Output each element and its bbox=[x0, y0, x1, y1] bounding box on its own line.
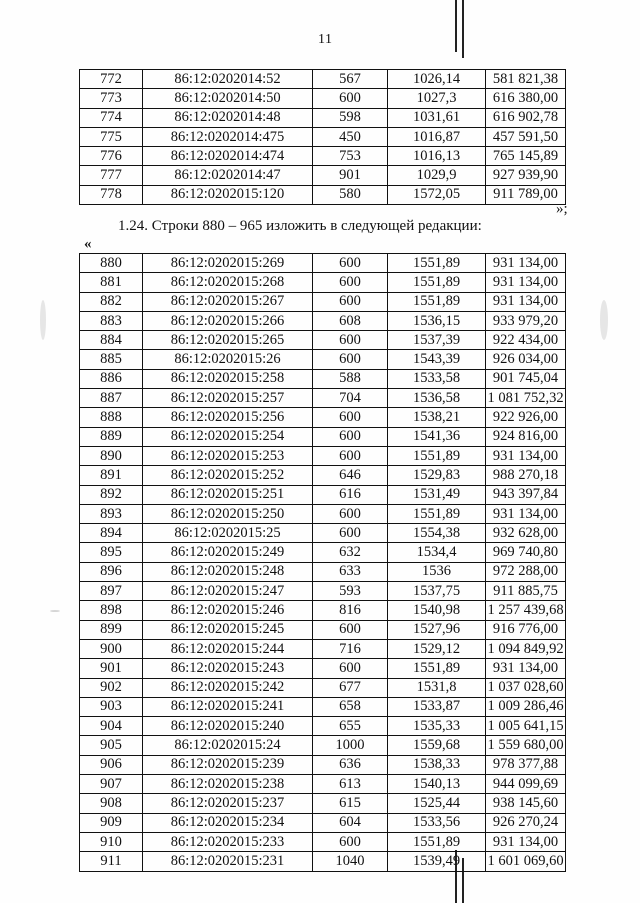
area-cell: 646 bbox=[313, 466, 388, 485]
area-cell: 677 bbox=[313, 678, 388, 697]
cadastral-number-cell: 86:12:0202015:252 bbox=[143, 466, 313, 485]
table-row bbox=[80, 775, 566, 794]
table-row bbox=[80, 832, 566, 851]
area-cell: 658 bbox=[313, 697, 388, 716]
row-number-cell: 907 bbox=[80, 775, 143, 794]
row-number-cell: 896 bbox=[80, 562, 143, 581]
cadastral-number-cell: 86:12:0202015:269 bbox=[143, 254, 313, 273]
cadastral-number-cell: 86:12:0202015:254 bbox=[143, 427, 313, 446]
cadastral-number-cell: 86:12:0202015:245 bbox=[143, 620, 313, 639]
row-number-cell: 893 bbox=[80, 504, 143, 523]
area-cell: 633 bbox=[313, 562, 388, 581]
area-cell: 600 bbox=[313, 408, 388, 427]
table-row bbox=[80, 185, 566, 204]
row-number-cell: 894 bbox=[80, 524, 143, 543]
amount-cell: 943 397,84 bbox=[486, 485, 566, 504]
area-cell: 608 bbox=[313, 311, 388, 330]
area-cell: 613 bbox=[313, 775, 388, 794]
area-cell: 704 bbox=[313, 389, 388, 408]
cadastral-number-cell: 86:12:0202015:238 bbox=[143, 775, 313, 794]
amount-cell: 1 559 680,00 bbox=[486, 736, 566, 755]
page-number: 11 bbox=[318, 32, 333, 47]
rate-cell: 1531,49 bbox=[388, 485, 486, 504]
rate-cell: 1538,33 bbox=[388, 755, 486, 774]
amount-cell: 926 270,24 bbox=[486, 813, 566, 832]
cadastral-number-cell: 86:12:0202015:237 bbox=[143, 794, 313, 813]
rate-cell: 1551,89 bbox=[388, 446, 486, 465]
table-row bbox=[80, 543, 566, 562]
area-cell: 716 bbox=[313, 639, 388, 658]
table-row bbox=[80, 311, 566, 330]
amount-cell: 1 009 286,46 bbox=[486, 697, 566, 716]
amount-cell: 1 094 849,92 bbox=[486, 639, 566, 658]
cadastral-number-cell: 86:12:0202015:253 bbox=[143, 446, 313, 465]
table-row bbox=[80, 292, 566, 311]
rate-cell: 1554,38 bbox=[388, 524, 486, 543]
rate-cell: 1525,44 bbox=[388, 794, 486, 813]
cadastral-number-cell: 86:12:0202014:52 bbox=[143, 70, 313, 89]
rate-cell: 1551,89 bbox=[388, 659, 486, 678]
area-cell: 600 bbox=[313, 659, 388, 678]
scan-mark-top-1 bbox=[455, 0, 457, 52]
amount-cell: 457 591,50 bbox=[486, 127, 566, 146]
area-cell: 600 bbox=[313, 273, 388, 292]
scan-speck bbox=[40, 300, 46, 340]
amount-cell: 911 789,00 bbox=[486, 185, 566, 204]
area-cell: 580 bbox=[313, 185, 388, 204]
area-cell: 901 bbox=[313, 166, 388, 185]
rate-cell: 1536,58 bbox=[388, 389, 486, 408]
row-number-cell: 887 bbox=[80, 389, 143, 408]
cadastral-number-cell: 86:12:0202015:266 bbox=[143, 311, 313, 330]
row-number-cell: 908 bbox=[80, 794, 143, 813]
amount-cell: 969 740,80 bbox=[486, 543, 566, 562]
row-number-cell: 898 bbox=[80, 601, 143, 620]
rate-cell: 1572,05 bbox=[388, 185, 486, 204]
cadastral-number-cell: 86:12:0202015:256 bbox=[143, 408, 313, 427]
row-number-cell: 891 bbox=[80, 466, 143, 485]
cadastral-number-cell: 86:12:0202015:26 bbox=[143, 350, 313, 369]
area-cell: 1000 bbox=[313, 736, 388, 755]
row-number-cell: 882 bbox=[80, 292, 143, 311]
rate-cell: 1534,4 bbox=[388, 543, 486, 562]
row-number-cell: 884 bbox=[80, 331, 143, 350]
cadastral-number-cell: 86:12:0202015:258 bbox=[143, 369, 313, 388]
cadastral-number-cell: 86:12:0202015:239 bbox=[143, 755, 313, 774]
amount-cell: 911 885,75 bbox=[486, 582, 566, 601]
amount-cell: 926 034,00 bbox=[486, 350, 566, 369]
cadastral-number-cell: 86:12:0202015:257 bbox=[143, 389, 313, 408]
row-number-cell: 881 bbox=[80, 273, 143, 292]
table-row bbox=[80, 166, 566, 185]
cadastral-number-cell: 86:12:0202015:268 bbox=[143, 273, 313, 292]
amount-cell: 931 134,00 bbox=[486, 254, 566, 273]
cadastral-number-cell: 86:12:0202014:475 bbox=[143, 127, 313, 146]
amount-cell: 1 601 069,60 bbox=[486, 852, 566, 871]
cadastral-number-cell: 86:12:0202015:247 bbox=[143, 582, 313, 601]
amount-cell: 938 145,60 bbox=[486, 794, 566, 813]
row-number-cell: 886 bbox=[80, 369, 143, 388]
rate-cell: 1536 bbox=[388, 562, 486, 581]
area-cell: 636 bbox=[313, 755, 388, 774]
table-row bbox=[80, 659, 566, 678]
cadastral-number-cell: 86:12:0202015:250 bbox=[143, 504, 313, 523]
table-row bbox=[80, 108, 566, 127]
table-row bbox=[80, 331, 566, 350]
amount-cell: 931 134,00 bbox=[486, 446, 566, 465]
cadastral-number-cell: 86:12:0202015:242 bbox=[143, 678, 313, 697]
amount-cell: 581 821,38 bbox=[486, 70, 566, 89]
table-row bbox=[80, 504, 566, 523]
cadastral-number-cell: 86:12:0202014:50 bbox=[143, 89, 313, 108]
rate-cell: 1533,56 bbox=[388, 813, 486, 832]
table-row bbox=[80, 70, 566, 89]
cadastral-number-cell: 86:12:0202015:251 bbox=[143, 485, 313, 504]
table-row bbox=[80, 466, 566, 485]
rate-cell: 1026,14 bbox=[388, 70, 486, 89]
row-number-cell: 880 bbox=[80, 254, 143, 273]
row-number-cell: 911 bbox=[80, 852, 143, 871]
rate-cell: 1536,15 bbox=[388, 311, 486, 330]
area-cell: 600 bbox=[313, 254, 388, 273]
data-table-top bbox=[79, 69, 566, 205]
rate-cell: 1533,87 bbox=[388, 697, 486, 716]
cadastral-number-cell: 86:12:0202014:48 bbox=[143, 108, 313, 127]
closing-quote: »; bbox=[556, 201, 568, 217]
area-cell: 615 bbox=[313, 794, 388, 813]
row-number-cell: 904 bbox=[80, 717, 143, 736]
data-table-main bbox=[79, 253, 566, 872]
rate-cell: 1535,33 bbox=[388, 717, 486, 736]
area-cell: 593 bbox=[313, 582, 388, 601]
row-number-cell: 777 bbox=[80, 166, 143, 185]
rate-cell: 1538,21 bbox=[388, 408, 486, 427]
table-row bbox=[80, 736, 566, 755]
amount-cell: 901 745,04 bbox=[486, 369, 566, 388]
table-row bbox=[80, 485, 566, 504]
rate-cell: 1533,58 bbox=[388, 369, 486, 388]
table-row bbox=[80, 601, 566, 620]
area-cell: 598 bbox=[313, 108, 388, 127]
rate-cell: 1027,3 bbox=[388, 89, 486, 108]
row-number-cell: 906 bbox=[80, 755, 143, 774]
table-row bbox=[80, 620, 566, 639]
cadastral-number-cell: 86:12:0202015:120 bbox=[143, 185, 313, 204]
row-number-cell: 888 bbox=[80, 408, 143, 427]
row-number-cell: 772 bbox=[80, 70, 143, 89]
rate-cell: 1016,13 bbox=[388, 147, 486, 166]
rate-cell: 1029,9 bbox=[388, 166, 486, 185]
cadastral-number-cell: 86:12:0202014:474 bbox=[143, 147, 313, 166]
rate-cell: 1540,98 bbox=[388, 601, 486, 620]
table-row bbox=[80, 273, 566, 292]
rate-cell: 1551,89 bbox=[388, 832, 486, 851]
amount-cell: 922 434,00 bbox=[486, 331, 566, 350]
table-row bbox=[80, 813, 566, 832]
row-number-cell: 902 bbox=[80, 678, 143, 697]
amount-cell: 933 979,20 bbox=[486, 311, 566, 330]
row-number-cell: 776 bbox=[80, 147, 143, 166]
cadastral-number-cell: 86:12:0202015:233 bbox=[143, 832, 313, 851]
rate-cell: 1541,36 bbox=[388, 427, 486, 446]
table-row bbox=[80, 147, 566, 166]
rate-cell: 1551,89 bbox=[388, 292, 486, 311]
table-row bbox=[80, 127, 566, 146]
amount-cell: 922 926,00 bbox=[486, 408, 566, 427]
amount-cell: 931 134,00 bbox=[486, 832, 566, 851]
amount-cell: 932 628,00 bbox=[486, 524, 566, 543]
row-number-cell: 778 bbox=[80, 185, 143, 204]
cadastral-number-cell: 86:12:0202015:240 bbox=[143, 717, 313, 736]
row-number-cell: 900 bbox=[80, 639, 143, 658]
amount-cell: 931 134,00 bbox=[486, 659, 566, 678]
row-number-cell: 895 bbox=[80, 543, 143, 562]
rate-cell: 1531,8 bbox=[388, 678, 486, 697]
amount-cell: 616 380,00 bbox=[486, 89, 566, 108]
amount-cell: 765 145,89 bbox=[486, 147, 566, 166]
area-cell: 1040 bbox=[313, 852, 388, 871]
area-cell: 632 bbox=[313, 543, 388, 562]
amount-cell: 931 134,00 bbox=[486, 504, 566, 523]
cadastral-number-cell: 86:12:0202015:24 bbox=[143, 736, 313, 755]
scan-speck bbox=[600, 300, 608, 340]
row-number-cell: 889 bbox=[80, 427, 143, 446]
area-cell: 600 bbox=[313, 620, 388, 639]
area-cell: 604 bbox=[313, 813, 388, 832]
table-row bbox=[80, 369, 566, 388]
amount-cell: 931 134,00 bbox=[486, 273, 566, 292]
amount-cell: 944 099,69 bbox=[486, 775, 566, 794]
rate-cell: 1016,87 bbox=[388, 127, 486, 146]
area-cell: 600 bbox=[313, 292, 388, 311]
cadastral-number-cell: 86:12:0202015:243 bbox=[143, 659, 313, 678]
area-cell: 600 bbox=[313, 832, 388, 851]
rate-cell: 1540,13 bbox=[388, 775, 486, 794]
table-row bbox=[80, 350, 566, 369]
cadastral-number-cell: 86:12:0202015:249 bbox=[143, 543, 313, 562]
area-cell: 588 bbox=[313, 369, 388, 388]
table-row bbox=[80, 852, 566, 871]
scan-speck bbox=[50, 610, 60, 612]
area-cell: 567 bbox=[313, 70, 388, 89]
cadastral-number-cell: 86:12:0202015:241 bbox=[143, 697, 313, 716]
row-number-cell: 892 bbox=[80, 485, 143, 504]
rate-cell: 1529,12 bbox=[388, 639, 486, 658]
rate-cell: 1527,96 bbox=[388, 620, 486, 639]
rate-cell: 1031,61 bbox=[388, 108, 486, 127]
table-row bbox=[80, 524, 566, 543]
table-row bbox=[80, 639, 566, 658]
table-row bbox=[80, 562, 566, 581]
amount-cell: 988 270,18 bbox=[486, 466, 566, 485]
rate-cell: 1551,89 bbox=[388, 504, 486, 523]
cadastral-number-cell: 86:12:0202015:265 bbox=[143, 331, 313, 350]
scan-mark-top-2 bbox=[462, 0, 464, 58]
area-cell: 600 bbox=[313, 446, 388, 465]
table-row bbox=[80, 389, 566, 408]
row-number-cell: 885 bbox=[80, 350, 143, 369]
row-number-cell: 903 bbox=[80, 697, 143, 716]
area-cell: 600 bbox=[313, 427, 388, 446]
area-cell: 616 bbox=[313, 485, 388, 504]
amount-cell: 972 288,00 bbox=[486, 562, 566, 581]
table-row bbox=[80, 582, 566, 601]
area-cell: 600 bbox=[313, 331, 388, 350]
area-cell: 600 bbox=[313, 350, 388, 369]
instruction-text: 1.24. Строки 880 – 965 изложить в следующей редакции: bbox=[118, 218, 482, 234]
row-number-cell: 775 bbox=[80, 127, 143, 146]
row-number-cell: 910 bbox=[80, 832, 143, 851]
amount-cell: 1 005 641,15 bbox=[486, 717, 566, 736]
rate-cell: 1543,39 bbox=[388, 350, 486, 369]
row-number-cell: 897 bbox=[80, 582, 143, 601]
cadastral-number-cell: 86:12:0202015:234 bbox=[143, 813, 313, 832]
area-cell: 600 bbox=[313, 89, 388, 108]
row-number-cell: 909 bbox=[80, 813, 143, 832]
row-number-cell: 905 bbox=[80, 736, 143, 755]
amount-cell: 616 902,78 bbox=[486, 108, 566, 127]
cadastral-number-cell: 86:12:0202015:267 bbox=[143, 292, 313, 311]
cadastral-number-cell: 86:12:0202015:231 bbox=[143, 852, 313, 871]
cadastral-number-cell: 86:12:0202015:246 bbox=[143, 601, 313, 620]
amount-cell: 1 081 752,32 bbox=[486, 389, 566, 408]
amount-cell: 1 037 028,60 bbox=[486, 678, 566, 697]
table-row bbox=[80, 427, 566, 446]
area-cell: 450 bbox=[313, 127, 388, 146]
table-row bbox=[80, 755, 566, 774]
area-cell: 655 bbox=[313, 717, 388, 736]
area-cell: 753 bbox=[313, 147, 388, 166]
rate-cell: 1537,39 bbox=[388, 331, 486, 350]
opening-quote: « bbox=[84, 236, 92, 252]
row-number-cell: 901 bbox=[80, 659, 143, 678]
table-row bbox=[80, 446, 566, 465]
area-cell: 600 bbox=[313, 524, 388, 543]
area-cell: 600 bbox=[313, 504, 388, 523]
amount-cell: 916 776,00 bbox=[486, 620, 566, 639]
amount-cell: 1 257 439,68 bbox=[486, 601, 566, 620]
cadastral-number-cell: 86:12:0202015:244 bbox=[143, 639, 313, 658]
cadastral-number-cell: 86:12:0202015:248 bbox=[143, 562, 313, 581]
rate-cell: 1537,75 bbox=[388, 582, 486, 601]
rate-cell: 1539,49 bbox=[388, 852, 486, 871]
table-row bbox=[80, 697, 566, 716]
amount-cell: 927 939,90 bbox=[486, 166, 566, 185]
area-cell: 816 bbox=[313, 601, 388, 620]
table-row bbox=[80, 254, 566, 273]
table-row bbox=[80, 89, 566, 108]
table-row bbox=[80, 678, 566, 697]
amount-cell: 978 377,88 bbox=[486, 755, 566, 774]
row-number-cell: 773 bbox=[80, 89, 143, 108]
amount-cell: 924 816,00 bbox=[486, 427, 566, 446]
table-row bbox=[80, 717, 566, 736]
cadastral-number-cell: 86:12:0202014:47 bbox=[143, 166, 313, 185]
rate-cell: 1551,89 bbox=[388, 273, 486, 292]
row-number-cell: 890 bbox=[80, 446, 143, 465]
rate-cell: 1529,83 bbox=[388, 466, 486, 485]
row-number-cell: 883 bbox=[80, 311, 143, 330]
table-row bbox=[80, 794, 566, 813]
rate-cell: 1559,68 bbox=[388, 736, 486, 755]
row-number-cell: 899 bbox=[80, 620, 143, 639]
amount-cell: 931 134,00 bbox=[486, 292, 566, 311]
row-number-cell: 774 bbox=[80, 108, 143, 127]
cadastral-number-cell: 86:12:0202015:25 bbox=[143, 524, 313, 543]
table-row bbox=[80, 408, 566, 427]
rate-cell: 1551,89 bbox=[388, 254, 486, 273]
